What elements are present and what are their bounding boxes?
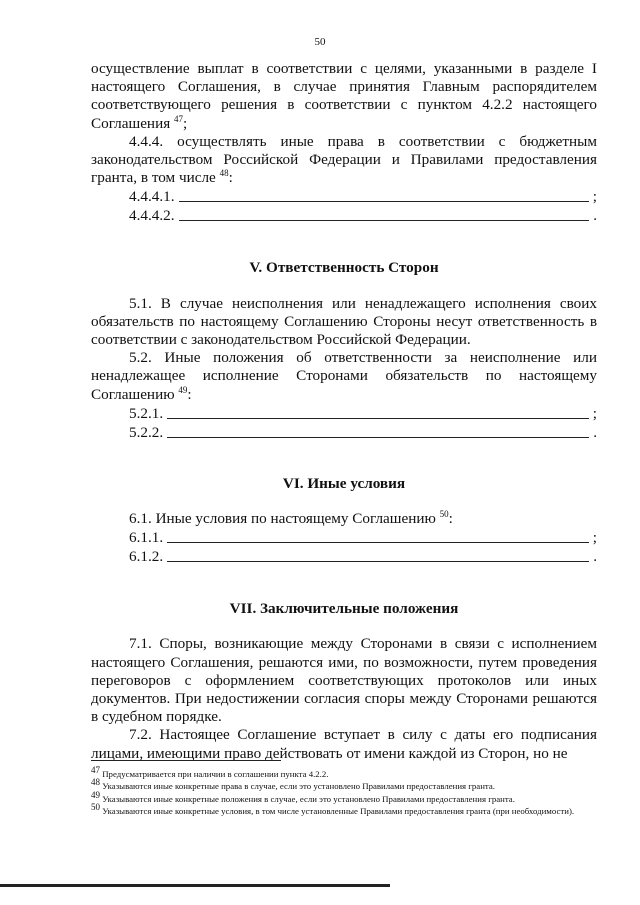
blank-line: [167, 561, 589, 562]
footnote-ref-47: 47: [173, 113, 183, 124]
blank-line: [167, 418, 589, 419]
fill-line-5-2-1: 5.2.1. ;: [129, 404, 597, 422]
footnote-ref-49: 49: [178, 384, 188, 395]
paragraph-5-2: 5.2. Иные положения об ответственности за неисполнение или ненадлежащее исполнение Сторонами обязательств по настоящему Соглашению $^{49}$:: [91, 349, 597, 403]
item-label: 5.2.1.: [129, 404, 164, 422]
section-6-heading: VI. Иные условия: [282, 474, 406, 492]
footnote-ref-48: 48: [219, 168, 229, 179]
scan-edge-bar: [0, 884, 390, 887]
paragraph-text: 5.2. Иные положения об ответственности за неисполнение или ненадлежащее исполнение Сторонами обязательств по настоящему Соглашению: [91, 349, 597, 403]
fill-line-5-2-2: 5.2.2. .: [129, 423, 597, 441]
section-7-heading: VII. Заключительные положения: [229, 600, 459, 618]
item-label: 4.4.4.1.: [129, 188, 175, 206]
paragraph-4-4-4: 4.4.4. осуществлять иные права в соответствии с бюджетным законодательством Российской Федерации и Правилами предоставления гранта, в том числе $^{48}$:: [91, 132, 597, 187]
blank-line: [179, 220, 590, 221]
footnote-47: $^{47}$ Предусматривается при наличии в соглашении пункта 4.2.2.: [91, 765, 329, 779]
fill-line-4-4-4-1: 4.4.4.1. ;: [129, 188, 597, 206]
paragraph-text: 4.4.4. осуществлять иные права в соответствии с бюджетным законодательством Российской Федерации и Правилами предоставления гранта, в том числе: [91, 132, 597, 187]
footnote-separator: [91, 760, 281, 761]
document-body: [91, 60, 597, 763]
paragraph-7-1: 7.1. Споры, возникающие между Сторонами в связи с исполнением настоящего Соглашения, решаются ими, по возможности, путем проведения переговоров с оформлением соответствующих протоколов или иных документов. При недостижении согласия споры между Сторонами решаются в судебном порядке.: [91, 635, 597, 726]
footnote-49: $^{49}$ Указываются иные конкретные положения в случае, если это установлено Правилами предоставления гранта.: [91, 789, 515, 804]
footnote-50: $^{50}$ Указываются иные конкретные условия, в том числе установленные Правилами предоставления гранта (при необходимости).: [91, 802, 575, 817]
footnotes: [91, 765, 597, 818]
paragraph-5-1: 5.1. В случае неисполнения или ненадлежащего исполнения своих обязательств по настоящему Соглашению Стороны несут ответственность в соответствии с законодательством Российской Федерации.: [91, 294, 597, 349]
item-label: 5.2.2.: [129, 423, 164, 441]
footnote-ref-50: 50: [439, 508, 449, 519]
paragraph-text: 6.1. Иные условия по настоящему Соглашению: [129, 510, 436, 528]
fill-line-4-4-4-2: 4.4.4.2. .: [129, 207, 597, 225]
section-5-heading: V. Ответственность Сторон: [249, 259, 439, 277]
item-label: 4.4.4.2.: [129, 207, 175, 225]
paragraph-text: осуществление выплат в соответствии с целями, указанными в разделе I настоящего Соглашения, в случае принятия Главным распорядителем соответствующего решения в соответствии с пунктом 4.2.2 настоящего Соглашения: [91, 60, 597, 132]
page-number: 50: [314, 36, 326, 48]
footnote-48: $^{48}$ Указываются иные конкретные права в случае, если это установлено Правилами предоставления гранта.: [91, 777, 495, 792]
paragraph-6-1: 6.1. Иные условия по настоящему Соглашению $^{50}$:: [129, 508, 453, 528]
paragraph-4-4-3-end: осуществление выплат в соответствии с целями, указанными в разделе I настоящего Соглашения, в случае принятия Главным распорядителем соответствующего решения в соответствии с пунктом 4.2.2 настоящего Соглашения $^{47}$;: [91, 60, 597, 132]
item-label: 6.1.1.: [129, 529, 164, 547]
blank-line: [179, 201, 589, 202]
blank-line: [167, 542, 589, 543]
fill-line-6-1-2: 6.1.2. .: [129, 548, 597, 566]
item-label: 6.1.2.: [129, 548, 164, 566]
paragraph-7-2: 7.2. Настоящее Соглашение вступает в силу с даты его подписания лицами, имеющими право действовать от имени каждой из Сторон, но не: [91, 726, 597, 762]
blank-line: [167, 437, 589, 438]
fill-line-6-1-1: 6.1.1. ;: [129, 529, 597, 547]
